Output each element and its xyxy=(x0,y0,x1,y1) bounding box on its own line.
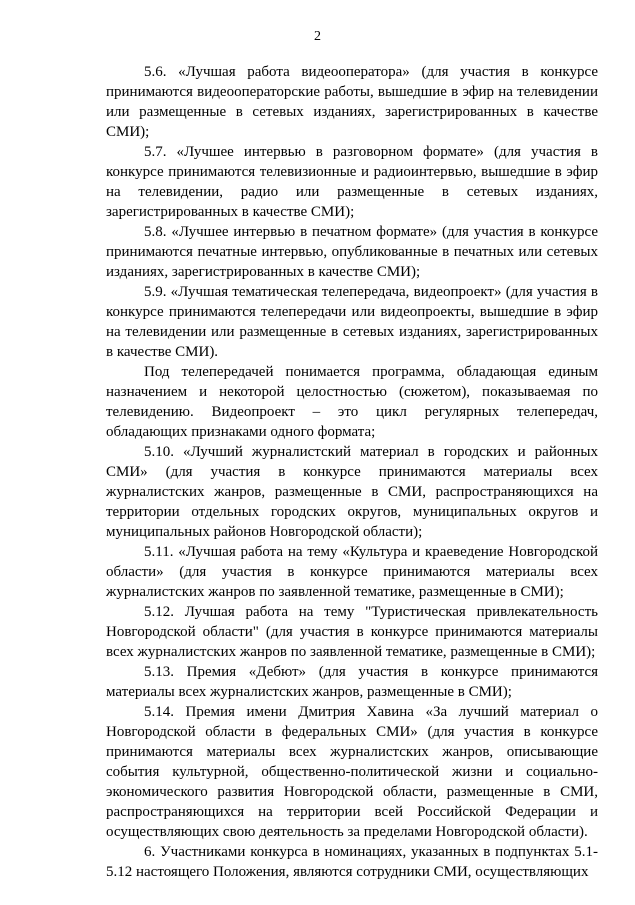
clause-5-13: 5.13. Премия «Дебют» (для участия в конкурсе принимаются материалы всех журналистских жанров, размещенные в СМИ); xyxy=(106,664,598,700)
clause-5-11: 5.11. «Лучшая работа на тему «Культура и краеведение Новгородской области» (для участия в конкурсе принимаются материалы всех журналистских жанров по заявленной тематике, размещенные в СМИ); xyxy=(106,544,598,600)
clause-5-14: 5.14. Премия имени Дмитрия Хавина «За лучший материал о Новгородской области в федеральных СМИ» (для участия в конкурсе принимаются материалы всех журналистских жанров, описывающие события культурной, общественно-политической жизни и социально-экономического развития Новгородской области, размещенные в СМИ, распространяющихся на территории всей Российской Федерации и осуществляющих свою деятельность за пределами Новгородской области). xyxy=(106,704,598,840)
clause-5-12: 5.12. Лучшая работа на тему "Туристическая привлекательность Новгородской области" (для участия в конкурсе принимаются материалы всех журналистских жанров по заявленной тематике, размещенные в СМИ); xyxy=(106,604,598,660)
clause-5-10: 5.10. «Лучший журналистский материал в городских и районных СМИ» (для участия в конкурсе принимаются материалы всех журналистских жанров, размещенные в СМИ, распространяющихся на территории отдельных городских округов, муниципальных округов и муниципальных районов Новгородской области); xyxy=(106,444,598,540)
telecast-definition: Под телепередачей понимается программа, обладающая единым назначением и некоторой целостностью (сюжетом), показываемая по телевидению. Видеопроект – это цикл регулярных телепередач, обладающих признаками одного формата; xyxy=(106,364,598,440)
clause-5-9: 5.9. «Лучшая тематическая телепередача, видеопроект» (для участия в конкурсе принимаются телепередачи или видеопроекты, вышедшие в эфир на телевидении или размещенные в сетевых изданиях, зарегистрированных в качестве СМИ). xyxy=(106,284,598,360)
clause-5-7: 5.7. «Лучшее интервью в разговорном формате» (для участия в конкурсе принимаются телевизионные и радиоинтервью, вышедшие в эфир на телевидении, радио или размещенные в сетевых изданиях, зарегистрированных в качестве СМИ); xyxy=(106,144,598,220)
clause-6: 6. Участниками конкурса в номинациях, указанных в подпунктах 5.1-5.12 настоящего Положения, являются сотрудники СМИ, осуществляющих xyxy=(106,844,598,880)
document-body xyxy=(106,62,598,882)
clause-5-8: 5.8. «Лучшее интервью в печатном формате» (для участия в конкурсе принимаются печатные интервью, опубликованные в печатных или сетевых изданиях, зарегистрированных в качестве СМИ); xyxy=(106,224,598,280)
page-number: 2 xyxy=(314,29,321,44)
clause-5-6: 5.6. «Лучшая работа видеооператора» (для участия в конкурсе принимаются видеооператорские работы, вышедшие в эфир на телевидении или размещенные в сетевых изданиях, зарегистрированных в качестве СМИ); xyxy=(106,64,598,140)
